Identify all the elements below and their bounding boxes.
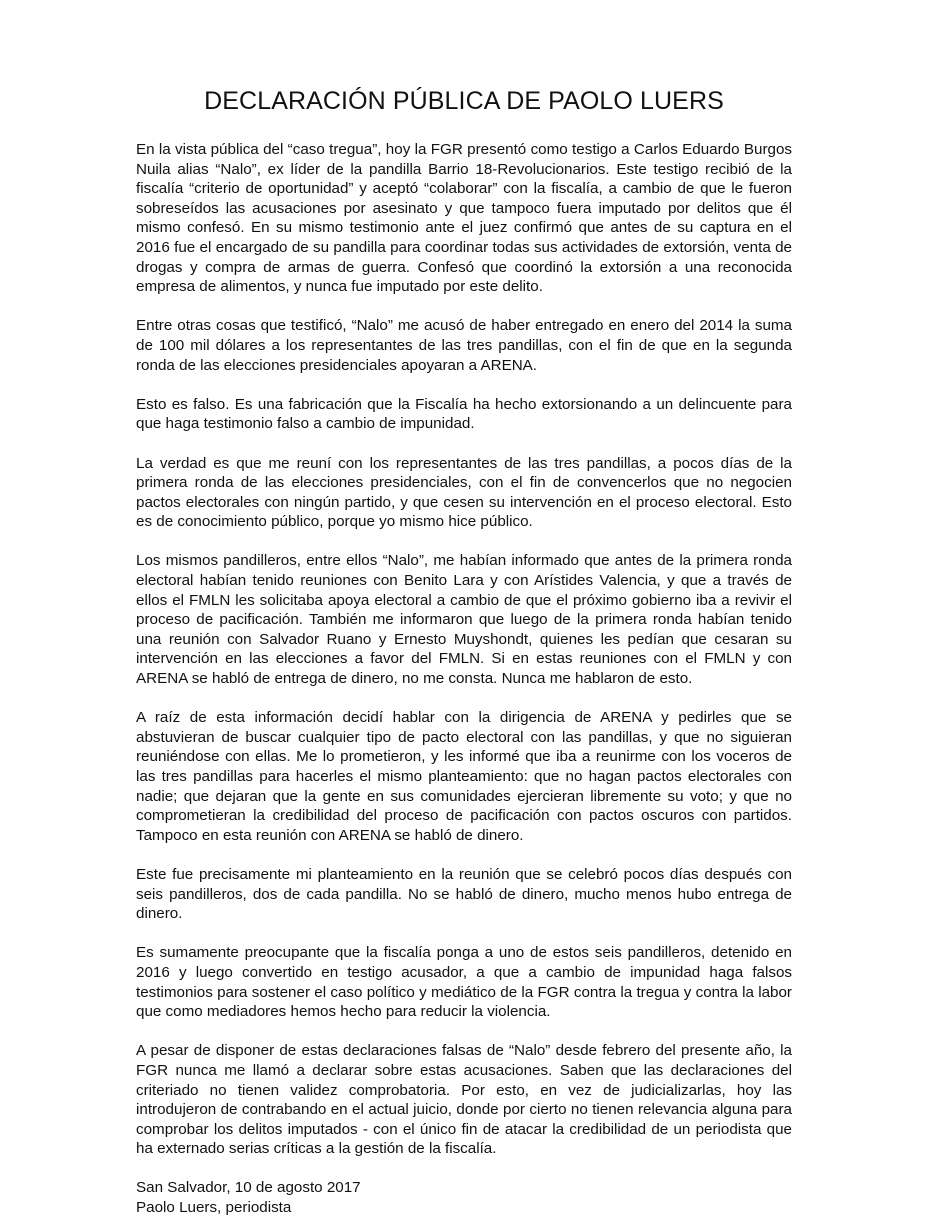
document-page — [136, 84, 792, 1218]
paragraph-accusation: Entre otras cosas que testificó, “Nalo” me acusó de haber entregado en enero del 2014 la suma de 100 mil dólares a los representantes de las tres pandillas, con el fin de que en la segunda ronda de las elecciones presidenciales apoyaran a ARENA. — [136, 317, 792, 374]
signature-block — [136, 1178, 792, 1217]
paragraph-denial: Esto es falso. Es una fabricación que la Fiscalía ha hecho extorsionando a un delincuente para que haga testimonio falso a cambio de impunidad. — [136, 395, 792, 433]
paragraph-gang-meeting: Este fue precisamente mi planteamiento en la reunión que se celebró pocos días después con seis pandilleros, dos de cada pandilla. No se habló de dinero, mucho menos hubo entrega de dinero. — [136, 865, 792, 923]
paragraph-arena-meeting: A raíz de esta información decidí hablar con la dirigencia de ARENA y pedirles que se abstuvieran de buscar cualquier tipo de pacto electoral con las pandillas, y que no siguieran reuniéndose con ellas. Me lo prometieron, y les informé que iba a reunirme con los voceros de las tres pandillas para hacerles el mismo planteamiento: que no hagan pactos electorales con nadie; que dejaran que la gente en sus comunidades ejercieran libremente su voto; y que no comprometieran la credibilidad del proceso de pacificación con pactos oscuros con partidos. Tampoco en esta reunión con ARENA se habló de dinero. — [136, 709, 792, 844]
paragraph-concern: Es sumamente preocupante que la fiscalía ponga a uno de estos seis pandilleros, detenido en 2016 y luego convertido en testigo acusador, a que a cambio de impunidad haga falsos testimonios para sostener el caso político y mediático de la FGR contra la tregua y contra la labor que como mediadores hemos hecho para reducir la violencia. — [136, 944, 792, 1021]
paragraph-conclusion: A pesar de disponer de estas declaraciones falsas de “Nalo” desde febrero del presente año, la FGR nunca me llamó a declarar sobre estas acusaciones. Saben que las declaraciones del criteriado no tienen validez comprobatoria. Por esto, en vez de judicializarlas, hoy las introdujeron de contrabando en el actual juicio, donde por cierto no tienen relevancia alguna para comprobar los delitos imputados - con el único fin de atacar la credibilidad de un periodista que ha externado serias críticas a la gestión de la fiscalía. — [136, 1042, 792, 1158]
signature-author: Paolo Luers, periodista — [136, 1199, 292, 1217]
paragraph-fmln-meetings: Los mismos pandilleros, entre ellos “Nalo”, me habían informado que antes de la primera ronda electoral habían tenido reuniones con Benito Lara y con Arístides Valencia, y que a través de ellos el FMLN les solicitaba apoya electoral a cambio de que el próximo gobierno iba a revivir el proceso de pacificación. También me informaron que luego de la primera ronda habían tenido una reunión con Salvador Ruano y Ernesto Muyshondt, quienes les pedían que cesaran su intervención en las elecciones a favor del FMLN. Si en estas reuniones con el FMLN y con ARENA se habló de entrega de dinero, no me consta. Nunca me hablaron de esto. — [136, 552, 792, 688]
paragraph-testimony: En la vista pública del “caso tregua”, hoy la FGR presentó como testigo a Carlos Eduardo Burgos Nuila alias “Nalo”, ex líder de la pandilla Barrio 18-Revolucionarios. Este testigo recibió de la fiscalía “criterio de oportunidad” y aceptó “colaborar” con la fiscalía, a cambio de que le fueron sobreseídos las acusaciones por asesinato y que tampoco fuera imputado por delitos que él mismo confesó. En su mismo testimonio ante el juez confirmó que antes de su captura en el 2016 fue el encargado de su pandilla para coordinar todas sus actividades de extorsión, venta de drogas y compra de armas de guerra. Confesó que coordinó la extorsión a una reconocida empresa de alimentos, y nunca fue imputado por este delito. — [136, 141, 792, 296]
signature-place-date: San Salvador, 10 de agosto 2017 — [136, 1179, 361, 1197]
document-title: DECLARACIÓN PÚBLICA DE PAOLO LUERS — [204, 87, 724, 115]
paragraph-truth: La verdad es que me reuní con los representantes de las tres pandillas, a pocos días de la primera ronda de las elecciones presidenciales, con el fin de convencerlos que no negocien pactos electorales con ningún partido, y que cesen su intervención en el proceso electoral. Esto es de conocimiento público, porque yo mismo hice público. — [136, 454, 792, 531]
